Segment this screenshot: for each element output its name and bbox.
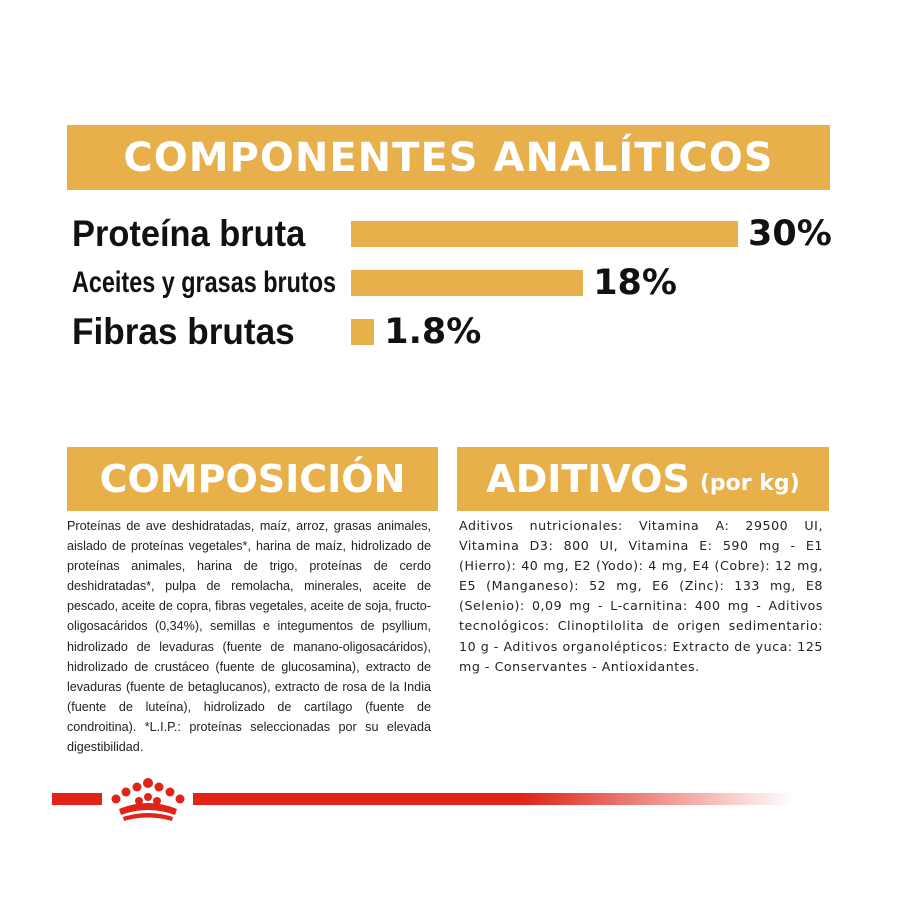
analytic-label: Aceites y grasas brutos [72,266,337,299]
composition-text: Proteínas de ave deshidratadas, maíz, arroz, grasas animales, aislado de proteínas vegetales*, harina de maíz, hidrolizado de proteínas animales, harina de trigo, proteínas de cerdo deshidratadas*, pulpa de remolacha, minerales, aceite de pescado, aceite de copra, fibras vegetales, aceite de soja, fructo-oligosacáridos (0,34%), semillas e integumentos de psyllium, hidrolizado de levaduras (fuente de manano-oligosacáridos), hidrolizado de crustáceo (fuente de glucosamina), extracto de levaduras (fuente de betaglucanos), extracto de rosa de la India (fuente de luteína), hidrolizado de cartílago (fuente de condroitina). *L.I.P.: proteínas seleccionadas por su elevada digestibilidad. [67,519,431,755]
analytic-value: 30% [748,214,832,254]
brand-line-left [52,793,102,805]
brand-line-right [193,793,793,805]
additives-title: ADITIVOS [486,457,690,501]
additives-title-suffix: (por kg) [699,470,800,496]
additives-header [457,447,829,511]
analytic-row-protein [0,212,900,256]
analytic-row-fiber [0,310,900,354]
analytic-label: Proteína bruta [72,213,306,254]
analytic-bar [351,221,738,247]
analytic-value: 18% [593,263,677,303]
analytic-components-header [67,125,830,190]
analytic-bar [351,270,583,296]
analytic-row-fat [0,261,900,305]
composition-title: COMPOSICIÓN [99,457,406,501]
analytic-bar [351,319,374,345]
composition-header [67,447,438,511]
analytic-components-title: COMPONENTES ANALÍTICOS [123,134,774,181]
additives-text: Aditivos nutricionales: Vitamina A: 29500 UI, Vitamina D3: 800 UI, Vitamina E: 590 mg - E1 (Hierro): 40 mg, E2 (Yodo): 4 mg, E4 (Cobre): 12 mg, E5 (Manganeso): 52 mg, E6 (Zinc): 133 mg, E8 (Selenio): 0,09 mg - L-carnitina: 400 mg - Aditivos tecnológicos: Clinoptilolita de origen sedimentario: 10 g - Aditivos organolépticos: Extracto de yuca: 125 mg - Conservantes - Antioxidantes. [459,518,823,674]
royal-canin-crown-icon [105,775,191,823]
analytic-label: Fibras brutas [72,311,295,352]
analytic-value: 1.8% [384,312,482,352]
